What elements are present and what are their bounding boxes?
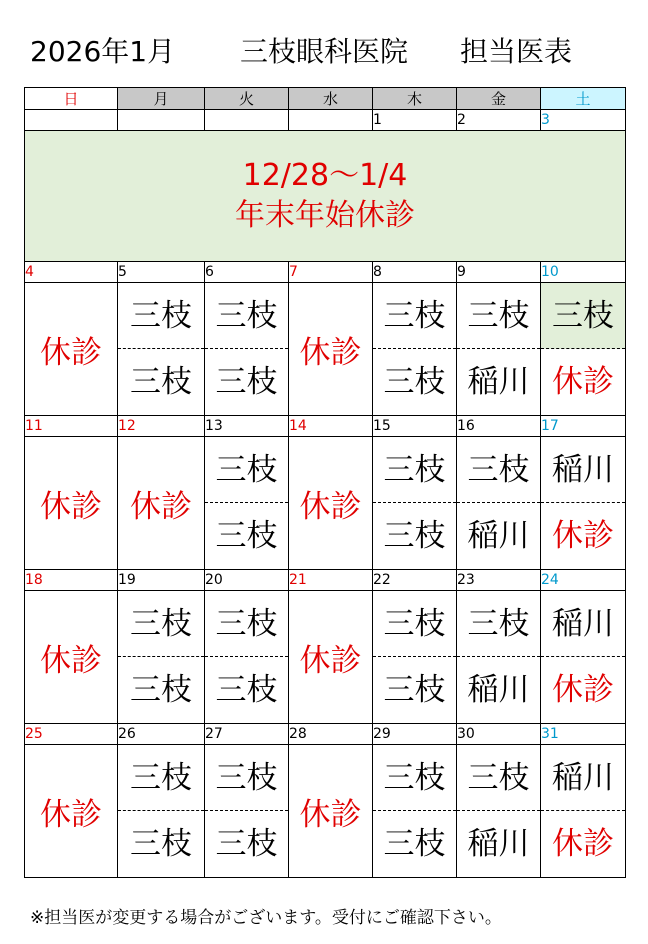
pm-doctor: 稲川 [467,518,530,554]
pm-doctor: 三枝 [383,364,446,400]
weekday-tuesday: 火 [205,88,289,110]
day-schedule [118,591,205,724]
date-cell: 6 [205,262,289,283]
day-schedule [457,283,541,416]
date-cell: 22 [373,570,457,591]
am-doctor: 三枝 [373,745,456,811]
date-cell: 20 [205,570,289,591]
day-schedule [457,437,541,570]
week5-schedule-row [25,745,626,878]
date-cell: 23 [457,570,541,591]
am-doctor: 三枝 [205,745,288,811]
date-cell: 15 [373,416,457,437]
pm-doctor: 三枝 [383,826,446,862]
closed-day: 休診 [25,283,118,416]
day-schedule [205,283,289,416]
day-schedule [205,591,289,724]
weekday-monday: 月 [118,88,205,110]
am-doctor: 三枝 [457,283,540,349]
date-cell: 7 [289,262,373,283]
closed-day: 休診 [25,437,118,570]
am-doctor: 稲川 [541,437,625,503]
date-cell: 11 [25,416,118,437]
clinic-name: 三枝眼科医院 [240,35,409,68]
week4-schedule-row [25,591,626,724]
date-cell: 17 [541,416,626,437]
date-cell: 2 [457,110,541,131]
pm-doctor: 三枝 [383,518,446,554]
doctor-schedule-calendar [24,87,626,878]
date-cell: 21 [289,570,373,591]
weekday-thursday: 木 [373,88,457,110]
date-cell: 3 [541,110,626,131]
date-cell: 13 [205,416,289,437]
date-cell: 25 [25,724,118,745]
date-cell: 31 [541,724,626,745]
day-schedule [373,437,457,570]
date-cell: 14 [289,416,373,437]
am-doctor: 三枝 [373,283,456,349]
pm-doctor: 三枝 [130,672,192,708]
footer-note: ※担当医が変更する場合がございます。受付にご確認下さい。 [30,908,502,928]
am-doctor: 稲川 [541,745,625,811]
am-doctor: 三枝 [205,283,288,349]
date-cell: 16 [457,416,541,437]
am-doctor: 三枝 [118,745,204,811]
closed-day: 休診 [289,283,373,416]
date-cell: 5 [118,262,205,283]
week1-banner-row [25,131,626,262]
date-cell: 30 [457,724,541,745]
closed-day: 休診 [25,591,118,724]
pm-doctor: 三枝 [215,364,278,400]
holiday-label: 年末年始休診 [235,198,415,233]
closed-day: 休診 [25,745,118,878]
date-cell: 9 [457,262,541,283]
day-schedule [457,745,541,878]
pm-doctor: 稲川 [467,672,530,708]
pm-doctor: 三枝 [130,826,192,862]
schedule-subtitle: 担当医表 [460,35,573,68]
week3-date-row [25,416,626,437]
weekday-friday: 金 [457,88,541,110]
date-cell: 10 [541,262,626,283]
pm-closed: 休診 [552,672,614,708]
pm-doctor: 稲川 [467,364,530,400]
week2-schedule-row [25,283,626,416]
am-doctor: 三枝 [541,283,625,349]
pm-doctor: 稲川 [467,826,530,862]
am-doctor: 三枝 [205,437,288,503]
am-doctor: 三枝 [118,591,204,657]
day-schedule [541,591,626,724]
week5-date-row [25,724,626,745]
date-cell: 8 [373,262,457,283]
day-schedule [541,745,626,878]
date-cell: 27 [205,724,289,745]
date-cell [205,110,289,131]
date-cell [289,110,373,131]
holiday-period: 12/28～1/4 [242,158,408,193]
day-schedule [118,745,205,878]
day-schedule [205,745,289,878]
am-doctor: 三枝 [373,437,456,503]
date-cell [118,110,205,131]
closed-day: 休診 [118,437,205,570]
am-doctor: 三枝 [457,437,540,503]
day-schedule [205,437,289,570]
date-cell: 1 [373,110,457,131]
weekday-sunday: 日 [25,88,118,110]
date-cell [25,110,118,131]
date-cell: 29 [373,724,457,745]
weekday-wednesday: 水 [289,88,373,110]
closed-day: 休診 [289,745,373,878]
new-year-holiday-banner [25,131,626,262]
pm-doctor: 三枝 [215,672,278,708]
weekday-saturday: 土 [541,88,626,110]
weekday-header-row [25,88,626,110]
am-doctor: 三枝 [118,283,204,349]
pm-closed: 休診 [552,826,614,862]
date-cell: 28 [289,724,373,745]
week2-date-row [25,262,626,283]
date-cell: 26 [118,724,205,745]
week4-date-row [25,570,626,591]
day-schedule [373,591,457,724]
day-schedule [373,283,457,416]
am-doctor: 三枝 [457,591,540,657]
pm-closed: 休診 [552,518,614,554]
week3-schedule-row [25,437,626,570]
am-doctor: 三枝 [373,591,456,657]
am-doctor: 三枝 [457,745,540,811]
date-cell: 19 [118,570,205,591]
date-cell: 12 [118,416,205,437]
day-schedule [541,437,626,570]
pm-doctor: 三枝 [215,826,278,862]
pm-closed: 休診 [552,364,614,400]
closed-day: 休診 [289,437,373,570]
closed-day: 休診 [289,591,373,724]
am-doctor: 稲川 [541,591,625,657]
year-month-title: 2026年1月 [30,35,176,68]
am-doctor: 三枝 [205,591,288,657]
date-cell: 4 [25,262,118,283]
day-schedule [118,283,205,416]
pm-doctor: 三枝 [215,518,278,554]
page-header [0,24,648,68]
pm-doctor: 三枝 [130,364,192,400]
date-cell: 18 [25,570,118,591]
date-cell: 24 [541,570,626,591]
day-schedule [373,745,457,878]
week1-date-row [25,110,626,131]
day-schedule [541,283,626,416]
day-schedule [457,591,541,724]
pm-doctor: 三枝 [383,672,446,708]
